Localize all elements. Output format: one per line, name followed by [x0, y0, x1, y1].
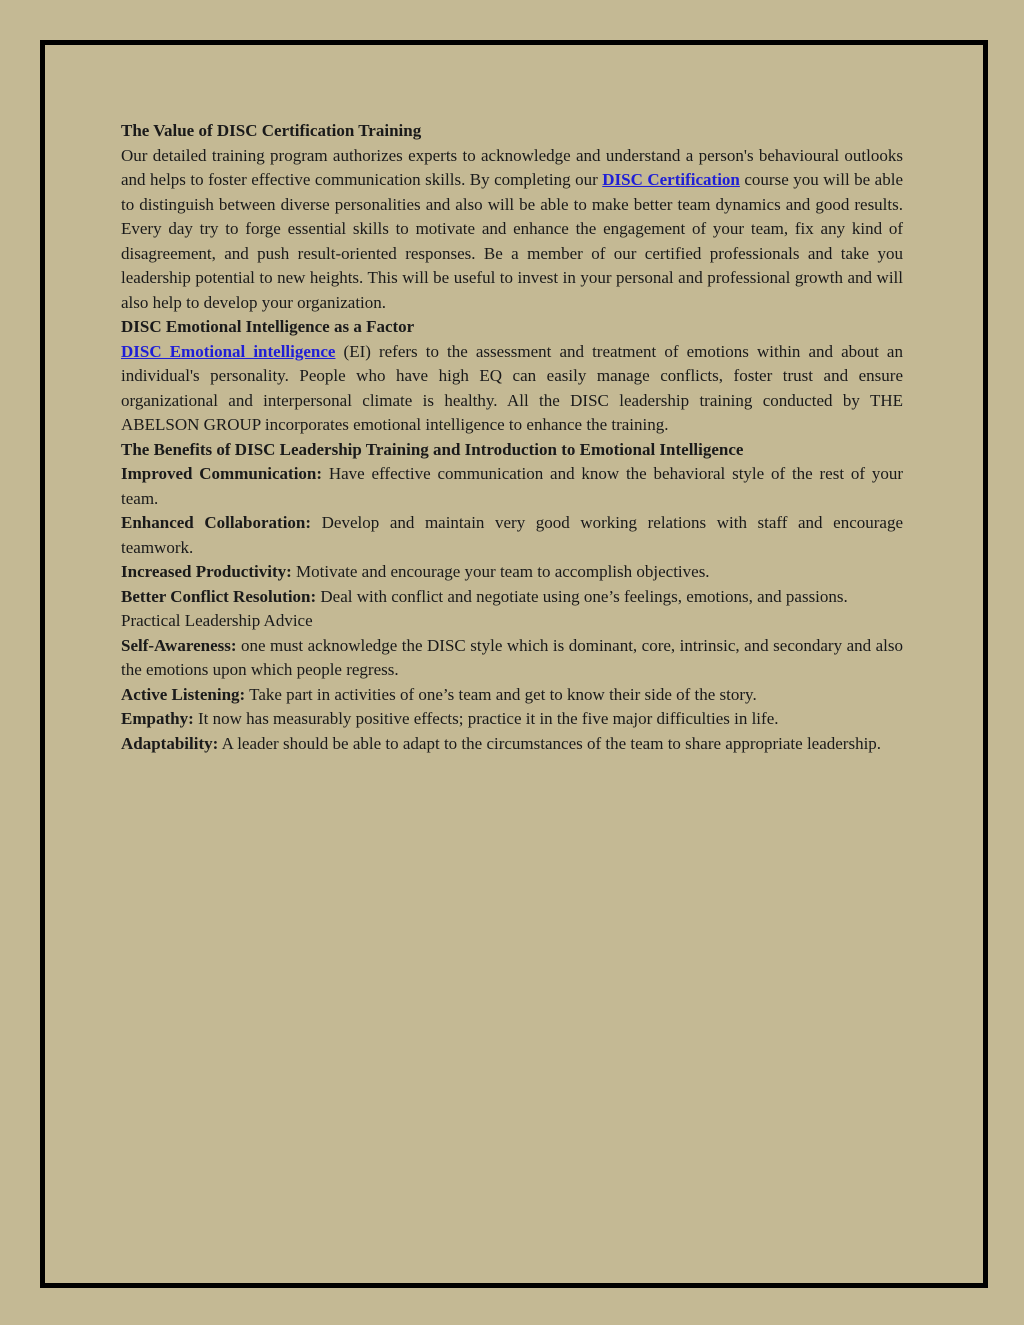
benefit-text: Develop and maintain very good working relations with staff and encourage teamwork.: [121, 513, 903, 557]
advice-text: one must acknowledge the DISC style which is dominant, core, intrinsic, and secondary and also the emotions upon which people regress.: [121, 635, 903, 679]
paragraph-disc-certification: [121, 144, 903, 316]
benefit-text: Motivate and encourage your team to accomplish objectives.: [291, 562, 710, 581]
paragraph-emotional-intelligence: [121, 340, 903, 438]
document-body: [121, 119, 903, 756]
section-heading-disc-certification: The Value of DISC Certification Training: [121, 121, 422, 140]
advice-item: [121, 634, 903, 683]
advice-text: A leader should be able to adapt to the circumstances of the team to share appropriate leadership.: [218, 733, 882, 753]
benefit-text: Have effective communication and know the behavioral style of the rest of your team.: [121, 464, 903, 508]
benefit-item: [121, 585, 903, 610]
advice-item: [121, 732, 903, 757]
paragraph-text: Our detailed training program authorizes experts to acknowledge and understand a person's behavioural outlooks and helps to foster effective communication skills. By completing our: [121, 145, 903, 189]
advice-label: Empathy:: [121, 709, 194, 728]
paragraph-text: course you will be able to distinguish between diverse personalities and also will be able to make better team dynamics and good results. Every day try to forge essential skills to motivate and enhance the engagement of your team, fix any kind of disagreement, and push result-oriented responses. Be a member of our certified professionals and take you leadership potential to new heights. This will be useful to invest in your personal and professional growth and will also help to develop your organization.: [121, 170, 903, 312]
advice-item: [121, 683, 903, 708]
advice-text: Take part in activities of one’s team and get to know their side of the story.: [245, 684, 757, 704]
benefit-label: Increased Productivity:: [121, 562, 292, 581]
benefit-item: [121, 560, 903, 585]
benefit-item: [121, 511, 903, 560]
disc-emotional-intelligence-link[interactable]: DISC Emotional intelligence: [121, 341, 336, 361]
advice-text: It now has measurably positive effects; practice it in the five major difficulties in life.: [193, 709, 779, 728]
disc-certification-link[interactable]: DISC Certification: [602, 170, 740, 189]
advice-label: Active Listening:: [121, 684, 246, 704]
benefit-item: [121, 462, 903, 511]
section-heading-emotional-intelligence: DISC Emotional Intelligence as a Factor: [121, 317, 415, 336]
benefit-text: Deal with conflict and negotiate using one’s feelings, emotions, and passions.: [316, 586, 848, 606]
advice-item: [121, 707, 903, 732]
section-heading-benefits: The Benefits of DISC Leadership Training and Introduction to Emotional Intelligence: [121, 439, 744, 459]
benefit-label: Improved Communication:: [121, 464, 323, 483]
advice-label: Adaptability:: [121, 733, 219, 753]
paragraph-text: (EI) refers to the assessment and treatment of emotions within and about an individual's personality. People who have high EQ can easily manage conflicts, foster trust and ensure organizational and interpersonal climate is healthy. All the DISC leadership training conducted by THE ABELSON GROUP incorporates emotional intelligence to enhance the training.: [121, 341, 903, 434]
benefit-label: Better Conflict Resolution:: [121, 586, 317, 606]
section-heading-practical-advice: Practical Leadership Advice: [121, 611, 313, 630]
advice-label: Self-Awareness:: [121, 635, 237, 655]
benefit-label: Enhanced Collaboration:: [121, 513, 312, 532]
